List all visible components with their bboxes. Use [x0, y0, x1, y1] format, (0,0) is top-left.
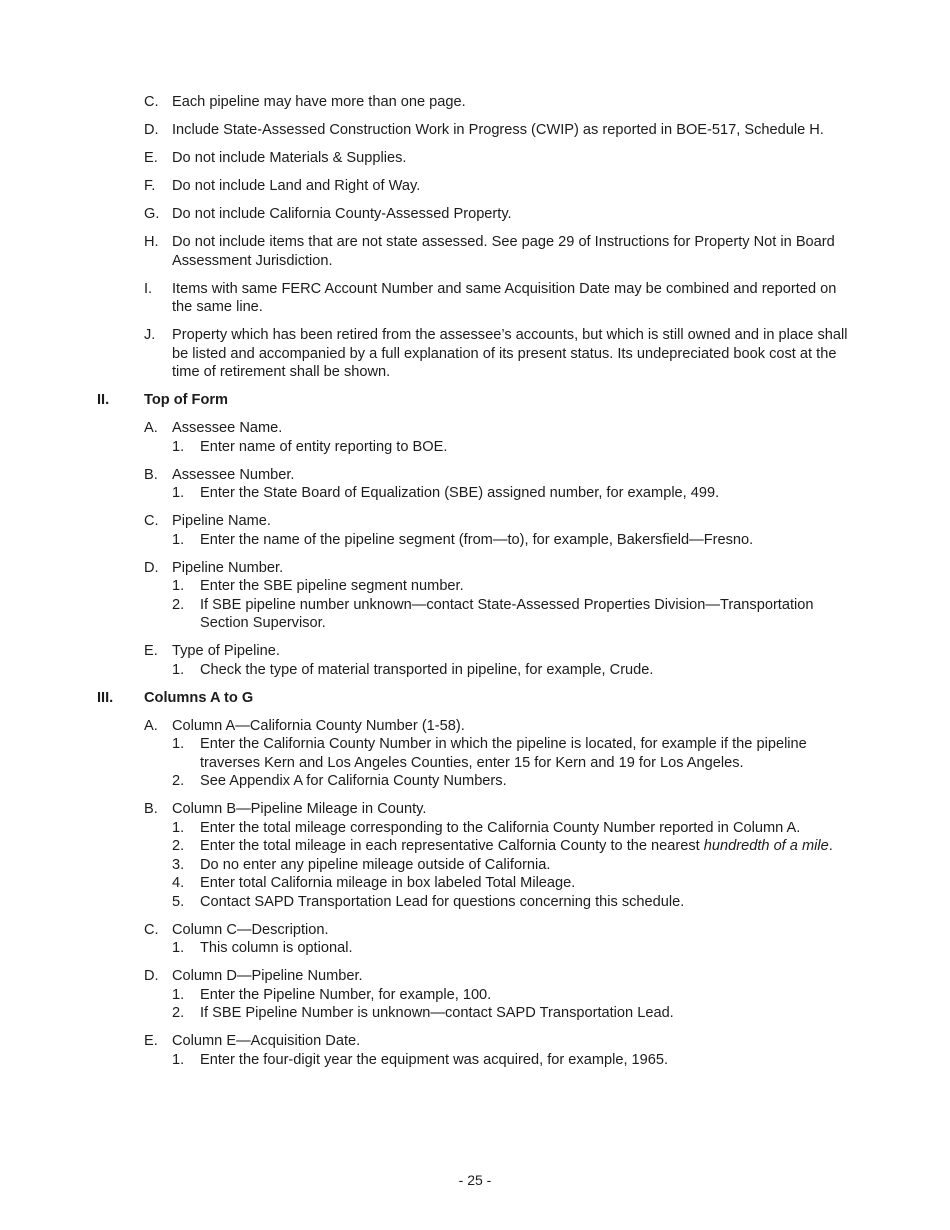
sub-item-text: Enter the California County Number in which the pipeline is located, for example if the pipeline traverses Kern and Los Angeles Counties, enter 15 for Kern and 19 for Los Angeles.	[200, 736, 807, 771]
sub-item-number: 1.	[172, 485, 185, 501]
sub-item-number: 2.	[172, 1005, 185, 1021]
sub-item-text: If SBE pipeline number unknown—contact State-Assessed Properties Division—Transportation Section Supervisor.	[200, 596, 814, 631]
item-text: Each pipeline may have more than one page.	[172, 94, 466, 110]
sub-item	[0, 819, 950, 838]
sub-item	[0, 438, 950, 457]
item-label: A.	[144, 420, 158, 436]
sub-item-number: 1.	[172, 736, 185, 752]
item-text: Type of Pipeline.	[172, 643, 280, 659]
sub-item-text: Enter the four-digit year the equipment was acquired, for example, 1965.	[200, 1051, 669, 1068]
sub-item	[0, 837, 950, 856]
list-item	[0, 326, 950, 382]
sub-item-number: 4.	[172, 875, 185, 891]
sub-item-text: This column is optional.	[200, 940, 353, 956]
item-text: Do not include Materials & Supplies.	[172, 150, 407, 166]
sub-item-text: Enter the State Board of Equalization (SBE) assigned number, for example, 499.	[200, 485, 720, 501]
list-item	[0, 205, 950, 224]
sub-item	[0, 596, 950, 633]
sub-item-number: 1.	[172, 1051, 185, 1068]
list-group	[0, 466, 950, 503]
item-text: Do not include items that are not state assessed. See page 29 of Instructions for Property Not in Board Assessment Jurisdiction.	[172, 234, 835, 269]
list-group	[0, 419, 950, 456]
item-label: C.	[144, 513, 159, 529]
item-label: B.	[144, 466, 158, 483]
sub-item-number: 1.	[172, 986, 185, 1003]
sub-item-number: 1.	[172, 819, 185, 836]
list-item	[0, 419, 950, 438]
item-text: Items with same FERC Account Number and same Acquisition Date may be combined and reported on the same line.	[172, 280, 837, 315]
item-label: F.	[144, 178, 156, 194]
sub-item	[0, 939, 950, 958]
section-title: Columns A to G	[144, 689, 254, 706]
item-text: Column A—California County Number (1-58).	[172, 717, 465, 734]
item-label: J.	[144, 327, 156, 343]
item-text: Column B—Pipeline Mileage in County.	[172, 801, 427, 817]
sub-item-text: Enter name of entity reporting to BOE.	[200, 438, 448, 455]
list-group	[0, 512, 950, 549]
sub-item-text: Enter the total mileage in each representative Calfornia County to the nearest	[200, 838, 704, 854]
sub-item-text: Enter total California mileage in box labeled Total Mileage.	[200, 875, 576, 891]
sub-item-number: 1.	[172, 578, 185, 594]
list-item	[0, 1032, 950, 1051]
list-item	[0, 280, 950, 317]
list-item	[0, 512, 950, 531]
list-item	[0, 967, 950, 986]
item-text: Column E—Acquisition Date.	[172, 1033, 361, 1049]
sub-item	[0, 1051, 950, 1070]
sub-item-text: Enter the SBE pipeline segment number.	[200, 578, 464, 594]
item-text: Pipeline Name.	[172, 513, 271, 529]
sub-item-number: 5.	[172, 893, 185, 910]
sub-item	[0, 1004, 950, 1023]
item-label: C.	[144, 94, 159, 110]
item-label: B.	[144, 801, 158, 817]
list-item	[0, 149, 950, 168]
sub-item-number: 1.	[172, 531, 185, 548]
sub-item	[0, 531, 950, 550]
item-label: D.	[144, 559, 159, 576]
sub-item-text: Enter the total mileage corresponding to the California County Number reported in Column A.	[200, 819, 801, 836]
list-item	[0, 233, 950, 270]
sub-item-text: Check the type of material transported in pipeline, for example, Crude.	[200, 661, 654, 678]
item-text: Do not include Land and Right of Way.	[172, 178, 421, 194]
item-text: Property which has been retired from the assessee’s accounts, but which is still owned and in place shall be listed and accompanied by a full explanation of its present status. Its undepreciated book cost at the time of retirement shall be shown.	[172, 327, 848, 380]
sub-item	[0, 735, 950, 772]
item-text: Do not include California County-Assessed Property.	[172, 206, 512, 222]
item-text: Pipeline Number.	[172, 559, 284, 576]
list-item	[0, 466, 950, 485]
list-group	[0, 642, 950, 679]
sub-item-text: Enter the name of the pipeline segment (from—to), for example, Bakersfield—Fresno.	[200, 531, 754, 548]
sub-item-number: 1.	[172, 661, 185, 678]
item-text: Column D—Pipeline Number.	[172, 968, 363, 984]
item-label: E.	[144, 150, 158, 166]
sub-item	[0, 484, 950, 503]
sub-item-number: 1.	[172, 438, 185, 455]
sub-item	[0, 772, 950, 791]
section-number: III.	[97, 689, 114, 706]
item-label: H.	[144, 234, 159, 250]
sub-item-number: 2.	[172, 773, 185, 789]
document-page	[0, 93, 950, 1079]
list-group	[0, 921, 950, 958]
sub-item-number: 2.	[172, 838, 185, 854]
item-label: E.	[144, 643, 158, 659]
item-label: E.	[144, 1033, 158, 1049]
list-item	[0, 642, 950, 661]
sub-item-text: If SBE Pipeline Number is unknown—contact SAPD Transportation Lead.	[200, 1005, 674, 1021]
list-item	[0, 177, 950, 196]
list-group	[0, 717, 950, 791]
section-title: Top of Form	[144, 392, 229, 408]
sub-item-number: 1.	[172, 940, 185, 956]
sub-item	[0, 661, 950, 680]
item-label: I.	[144, 280, 153, 297]
section-heading-top-of-form	[0, 391, 950, 410]
sub-item	[0, 986, 950, 1005]
item-text: Assessee Name.	[172, 420, 283, 436]
sub-item-text: Contact SAPD Transportation Lead for questions concerning this schedule.	[200, 893, 685, 910]
list-item	[0, 559, 950, 578]
sub-item-text: Enter the Pipeline Number, for example, 100.	[200, 986, 492, 1003]
list-group	[0, 559, 950, 633]
section-number: II.	[97, 392, 110, 408]
item-text: Column C—Description.	[172, 921, 329, 938]
item-label: A.	[144, 717, 158, 734]
item-text: Include State-Assessed Construction Work in Progress (CWIP) as reported in BOE-517, Schedule H.	[172, 122, 824, 138]
item-label: D.	[144, 968, 159, 984]
page-number: - 25 -	[458, 1172, 492, 1188]
item-text: Assessee Number.	[172, 466, 295, 483]
section-heading-columns	[0, 689, 950, 708]
list-item	[0, 93, 950, 112]
intro-list	[0, 93, 950, 382]
sub-item-emphasis: hundredth of a mile	[703, 838, 829, 854]
item-label: D.	[144, 122, 159, 138]
list-item	[0, 717, 950, 736]
sub-item	[0, 893, 950, 912]
columns-list	[0, 717, 950, 1070]
sub-item	[0, 856, 950, 875]
sub-item-number: 2.	[172, 596, 185, 613]
list-item	[0, 921, 950, 940]
sub-item	[0, 874, 950, 893]
sub-item-number: 3.	[172, 856, 185, 873]
list-item	[0, 800, 950, 819]
top-of-form-list	[0, 419, 950, 679]
list-group	[0, 800, 950, 911]
list-item	[0, 121, 950, 140]
item-label: G.	[144, 206, 160, 222]
list-group	[0, 967, 950, 1023]
item-label: C.	[144, 921, 159, 938]
sub-item	[0, 577, 950, 596]
sub-item-suffix: .	[828, 838, 833, 854]
list-group	[0, 1032, 950, 1069]
sub-item-text: See Appendix A for California County Numbers.	[200, 773, 507, 789]
sub-item-text: Do no enter any pipeline mileage outside of California.	[200, 856, 551, 873]
